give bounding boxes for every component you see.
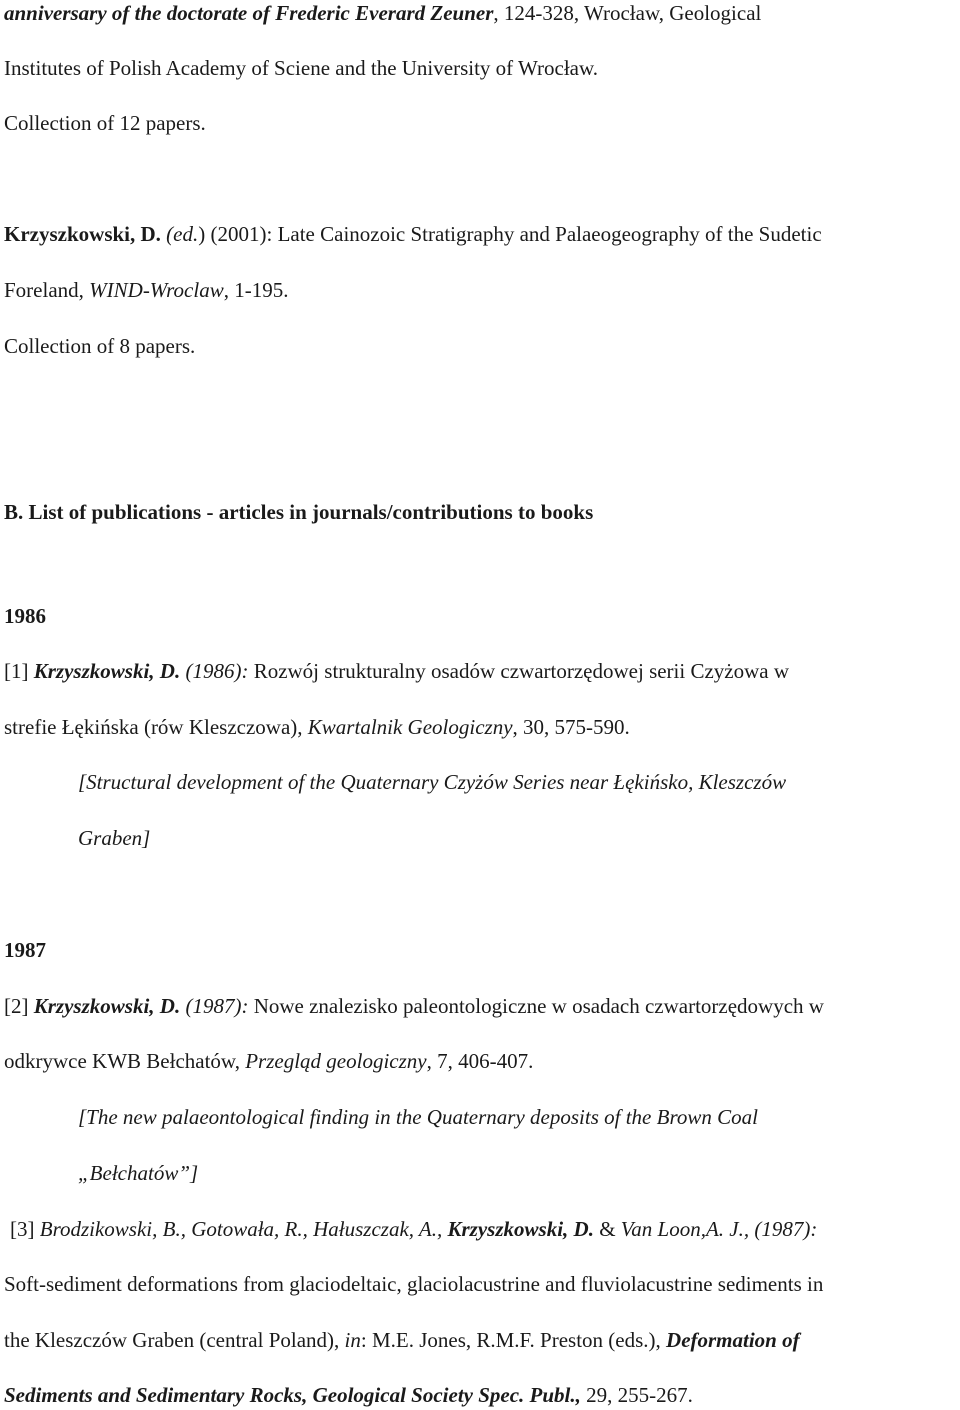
entry-2-translation-cont: „Bełchatów”] xyxy=(78,1161,199,1185)
entry-1-translation: [Structural development of the Quaternary Czyżów Series near Łękińsko, Kleszczów xyxy=(78,770,787,794)
entry-2-line-1 xyxy=(4,993,824,1019)
entry-3-book-title-cont: Sediments and Sedimentary Rocks, Geological Society Spec. Publ., xyxy=(4,1383,581,1407)
entry-2-year: (1987): xyxy=(180,994,249,1018)
ref-a-line-2: Institutes of Polish Academy of Sciene and the University of Wrocław. xyxy=(4,56,599,80)
entry-3-pages: 29, 255-267. xyxy=(580,1383,693,1407)
ref-a-details: , 124-328, Wrocław, Geological xyxy=(493,1,762,25)
entry-3-line-2: Soft-sediment deformations from glaciodeltaic, glaciolacustrine and fluviolacustrine sediments in xyxy=(4,1272,824,1296)
ref-a-line-1 xyxy=(4,0,761,26)
entry-2-title-cont: odkrywce KWB Bełchatów, xyxy=(4,1049,246,1073)
entry-1-line-2 xyxy=(4,714,630,740)
ref-b-line-1 xyxy=(4,221,822,247)
entry-1-title: Rozwój strukturalny osadów czwartorzędowej serii Czyżowa w xyxy=(248,659,790,683)
entry-1-author: Krzyszkowski, D. xyxy=(33,659,181,683)
ref-a-line-3: Collection of 12 papers. xyxy=(4,111,206,135)
ref-b-ed: (ed. xyxy=(166,222,199,246)
entry-2-line-2 xyxy=(4,1048,533,1074)
entry-2-author: Krzyszkowski, D. xyxy=(33,994,181,1018)
entry-3-coauthors-year: Van Loon,A. J., (1987): xyxy=(620,1217,818,1241)
ref-b-foreland: Foreland, xyxy=(4,278,90,302)
entry-1-journal: Kwartalnik Geologiczny xyxy=(307,715,513,739)
entry-3-coauthors: Brodzikowski, B., Gotowała, R., Hałuszczak, A., xyxy=(39,1217,448,1241)
ref-a-title: anniversary of the doctorate of Frederic Everard Zeuner xyxy=(4,1,494,25)
ref-b-pages: , 1-195. xyxy=(223,278,289,302)
ref-b-title: ) (2001): Late Cainozoic Stratigraphy and Palaeogeography of the Sudetic xyxy=(198,222,822,246)
entry-2-title: Nowe znalezisko paleontologiczne w osadach czwartorzędowych w xyxy=(248,994,824,1018)
entry-1-line-1 xyxy=(4,658,789,684)
entry-1-number: [1] xyxy=(4,659,34,683)
entry-1-year: (1986): xyxy=(180,659,249,683)
entry-3-line-3 xyxy=(4,1327,800,1353)
year-heading-1986: 1986 xyxy=(4,604,46,628)
section-heading: B. List of publications - articles in journals/contributions to books xyxy=(4,500,594,524)
entry-3-author: Krzyszkowski, D. xyxy=(447,1217,594,1241)
entry-3-book-title: Deformation of xyxy=(666,1328,800,1352)
year-heading-1987: 1987 xyxy=(4,938,46,962)
entry-3-title-cont: the Kleszczów Graben (central Poland), xyxy=(4,1328,345,1352)
entry-3-number: [3] xyxy=(10,1217,40,1241)
entry-2-translation: [The new palaeontological finding in the Quaternary deposits of the Brown Coal xyxy=(78,1105,758,1129)
entry-3-line-4 xyxy=(4,1382,693,1408)
ref-b-line-3: Collection of 8 papers. xyxy=(4,334,196,358)
entry-1-pages: , 30, 575-590. xyxy=(512,715,630,739)
entry-3-in: in xyxy=(344,1328,361,1352)
ref-b-publisher: WIND-Wroclaw xyxy=(89,278,224,302)
entry-2-journal: Przegląd geologiczny xyxy=(245,1049,427,1073)
ref-b-author: Krzyszkowski, D. xyxy=(4,222,161,246)
entry-3-line-1 xyxy=(10,1216,817,1242)
entry-3-ampersand: & xyxy=(593,1217,621,1241)
entry-3-editors: : M.E. Jones, R.M.F. Preston (eds.), xyxy=(360,1328,667,1352)
ref-b-line-2 xyxy=(4,277,288,303)
entry-2-number: [2] xyxy=(4,994,34,1018)
entry-1-title-cont: strefie Łękińska (rów Kleszczowa), xyxy=(4,715,308,739)
entry-1-translation-cont: Graben] xyxy=(78,826,151,850)
entry-2-pages: , 7, 406-407. xyxy=(426,1049,534,1073)
